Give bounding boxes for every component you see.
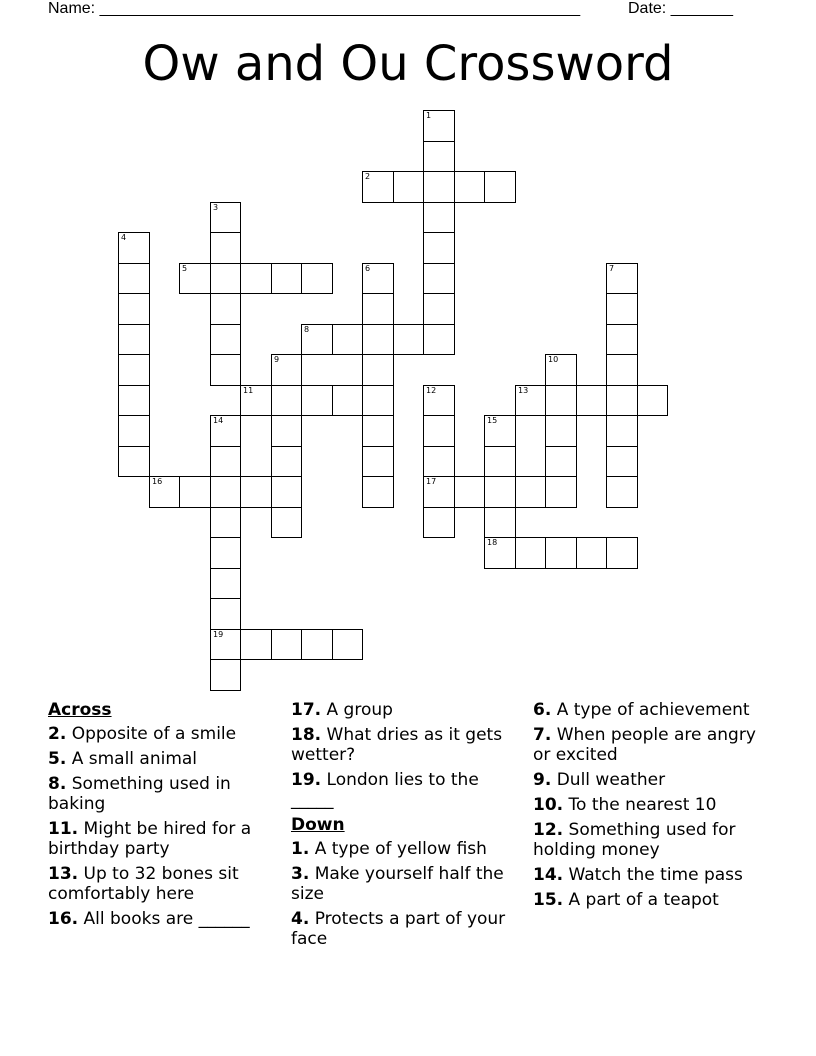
clue-item — [533, 865, 773, 885]
clue-number: 1. — [291, 839, 310, 859]
grid-cell[interactable] — [118, 324, 150, 355]
grid-cell[interactable] — [240, 629, 272, 660]
grid-cell[interactable] — [362, 354, 394, 386]
clue-number: 15. — [533, 890, 564, 910]
clue-number: 3. — [291, 864, 310, 884]
grid-cell[interactable] — [210, 354, 241, 386]
grid-cell[interactable] — [301, 629, 333, 660]
grid-cell[interactable] — [301, 385, 333, 416]
grid-cell[interactable] — [362, 293, 394, 325]
grid-cell[interactable] — [545, 476, 577, 508]
grid-cell-number: 13 — [518, 386, 529, 395]
clue-item — [48, 864, 280, 904]
grid-cell[interactable] — [423, 171, 455, 203]
grid-cell[interactable] — [576, 385, 607, 416]
grid-cell[interactable] — [393, 171, 424, 203]
clue-text: Might be hired for a birthday party — [48, 819, 252, 859]
clue-item — [533, 890, 773, 910]
down-clue-list-continued — [533, 700, 773, 910]
clue-item — [291, 700, 523, 720]
grid-cell-number: 6 — [365, 264, 371, 273]
grid-cell[interactable] — [332, 385, 363, 416]
grid-cell[interactable] — [271, 415, 302, 447]
clue-item — [291, 725, 523, 765]
grid-cell[interactable] — [362, 385, 394, 416]
clue-text: Protects a part of your face — [291, 909, 506, 949]
clue-item — [48, 819, 280, 859]
grid-cell[interactable] — [515, 476, 546, 508]
across-clue-list — [48, 724, 280, 929]
grid-cell[interactable] — [179, 476, 211, 508]
grid-cell-number: 1 — [426, 111, 432, 120]
grid-cell[interactable] — [484, 446, 516, 477]
grid-cell[interactable] — [362, 324, 394, 355]
grid-cell[interactable] — [606, 385, 638, 416]
grid-cell[interactable] — [271, 476, 302, 508]
grid-cell[interactable] — [271, 263, 302, 294]
clue-text: Up to 32 bones sit comfortably here — [48, 864, 239, 904]
grid-cell[interactable] — [301, 263, 333, 294]
clue-item — [291, 864, 523, 904]
clue-item — [48, 774, 280, 814]
grid-cell[interactable] — [210, 415, 241, 447]
grid-cell[interactable] — [332, 324, 363, 355]
grid-cell[interactable] — [454, 171, 485, 203]
grid-cell[interactable] — [210, 507, 241, 538]
clue-text: London lies to the _____ — [291, 770, 479, 810]
clue-item — [291, 770, 523, 810]
grid-cell-number: 16 — [152, 477, 163, 486]
grid-cell[interactable] — [118, 446, 150, 477]
clue-number: 2. — [48, 724, 67, 744]
grid-cell-number: 8 — [304, 325, 310, 334]
grid-cell[interactable] — [454, 476, 485, 508]
clue-text: Make yourself half the size — [291, 864, 504, 904]
clues-column-2 — [291, 700, 523, 954]
page-title: Ow and Ou Crossword — [142, 36, 674, 92]
grid-cell[interactable] — [179, 263, 211, 294]
grid-cell[interactable] — [362, 415, 394, 447]
grid-cell[interactable] — [362, 446, 394, 477]
grid-cell[interactable] — [423, 507, 455, 538]
clue-text: A group — [321, 700, 393, 720]
grid-cell-number: 4 — [121, 233, 127, 242]
clue-item — [533, 820, 773, 860]
grid-cell[interactable] — [118, 385, 150, 416]
grid-cell[interactable] — [484, 476, 516, 508]
grid-cell[interactable] — [271, 385, 302, 416]
grid-cell[interactable] — [423, 385, 455, 416]
grid-cell[interactable] — [423, 202, 455, 233]
grid-cell[interactable] — [606, 476, 638, 508]
clue-number: 13. — [48, 864, 79, 884]
grid-cell[interactable] — [393, 324, 424, 355]
grid-cell[interactable] — [362, 171, 394, 203]
grid-cell[interactable] — [240, 263, 272, 294]
grid-cell[interactable] — [271, 507, 302, 538]
clue-number: 16. — [48, 909, 79, 929]
grid-cell[interactable] — [118, 354, 150, 386]
clue-text: Opposite of a smile — [66, 724, 237, 744]
clue-text: Something used for holding money — [533, 820, 736, 860]
grid-cell[interactable] — [423, 141, 455, 172]
grid-cell[interactable] — [210, 659, 241, 691]
grid-cell-number: 12 — [426, 386, 437, 395]
grid-cell-number: 3 — [213, 203, 219, 212]
grid-cell[interactable] — [210, 232, 241, 264]
grid-cell[interactable] — [240, 476, 272, 508]
grid-cell[interactable] — [606, 537, 638, 569]
grid-cell[interactable] — [606, 324, 638, 355]
grid-cell[interactable] — [423, 232, 455, 264]
name-field[interactable]: Name: ______________________________________________________ — [48, 0, 581, 17]
clue-item — [533, 725, 773, 765]
grid-cell-number: 19 — [213, 630, 224, 639]
grid-cell[interactable] — [271, 446, 302, 477]
clue-text: What dries as it gets wetter? — [291, 725, 503, 765]
grid-cell[interactable] — [576, 537, 607, 569]
grid-cell[interactable] — [515, 385, 546, 416]
grid-cell[interactable] — [118, 415, 150, 447]
clues-column-3 — [533, 700, 773, 915]
grid-cell[interactable] — [545, 354, 577, 386]
grid-cell[interactable] — [271, 354, 302, 386]
clue-text: To the nearest 10 — [563, 795, 717, 815]
grid-cell[interactable] — [332, 629, 363, 660]
grid-cell[interactable] — [423, 324, 455, 355]
grid-cell[interactable] — [515, 537, 546, 569]
clue-item — [48, 909, 280, 929]
clue-text: A small animal — [66, 749, 198, 769]
down-heading: Down — [291, 815, 345, 835]
grid-cell-number: 11 — [243, 386, 254, 395]
clue-item — [291, 909, 523, 949]
grid-cell[interactable] — [423, 415, 455, 447]
clue-item — [291, 839, 523, 859]
grid-cell[interactable] — [301, 324, 333, 355]
clue-text: Watch the time pass — [563, 865, 743, 885]
grid-cell-number: 15 — [487, 416, 498, 425]
clue-item — [48, 749, 280, 769]
clue-number: 18. — [291, 725, 322, 745]
grid-cell[interactable] — [210, 263, 241, 294]
grid-cell[interactable] — [606, 354, 638, 386]
grid-cell[interactable] — [606, 263, 638, 294]
grid-cell[interactable] — [210, 568, 241, 599]
clue-item — [533, 770, 773, 790]
down-clue-list — [291, 839, 523, 949]
clue-number: 17. — [291, 700, 322, 720]
grid-cell[interactable] — [210, 293, 241, 325]
grid-cell[interactable] — [118, 293, 150, 325]
grid-cell[interactable] — [240, 385, 272, 416]
grid-cell[interactable] — [210, 324, 241, 355]
clue-text: A type of yellow fish — [309, 839, 487, 859]
grid-cell[interactable] — [210, 629, 241, 660]
grid-cell-number: 9 — [274, 355, 280, 364]
grid-cell-number: 2 — [365, 172, 371, 181]
grid-cell[interactable] — [210, 476, 241, 508]
grid-cell[interactable] — [606, 293, 638, 325]
grid-cell[interactable] — [637, 385, 668, 416]
clue-number: 11. — [48, 819, 79, 839]
grid-cell-number: 7 — [609, 264, 615, 273]
across-clue-list-continued — [291, 700, 523, 810]
clue-item — [48, 724, 280, 744]
grid-cell[interactable] — [545, 385, 577, 416]
grid-cell[interactable] — [423, 293, 455, 325]
grid-cell[interactable] — [210, 537, 241, 569]
grid-cell[interactable] — [545, 446, 577, 477]
clue-number: 6. — [533, 700, 552, 720]
clue-number: 10. — [533, 795, 564, 815]
grid-cell-number: 10 — [548, 355, 559, 364]
clues-column-1 — [48, 700, 280, 934]
grid-cell[interactable] — [484, 415, 516, 447]
grid-cell[interactable] — [362, 263, 394, 294]
clue-number: 9. — [533, 770, 552, 790]
grid-cell[interactable] — [423, 110, 455, 142]
grid-cell[interactable] — [210, 202, 241, 233]
clue-number: 5. — [48, 749, 67, 769]
clue-item — [533, 700, 773, 720]
grid-cell[interactable] — [271, 629, 302, 660]
clue-number: 7. — [533, 725, 552, 745]
grid-cell[interactable] — [484, 171, 516, 203]
grid-cell[interactable] — [484, 537, 516, 569]
grid-cell[interactable] — [362, 476, 394, 508]
grid-cell[interactable] — [606, 446, 638, 477]
grid-cell-number: 14 — [213, 416, 224, 425]
grid-cell-number: 17 — [426, 477, 437, 486]
grid-cell[interactable] — [210, 598, 241, 630]
clue-text: All books are ______ — [78, 909, 250, 929]
clue-number: 8. — [48, 774, 67, 794]
grid-cell[interactable] — [545, 415, 577, 447]
clue-text: When people are angry or excited — [533, 725, 756, 765]
grid-cell[interactable] — [423, 476, 455, 508]
clue-text: A type of achievement — [551, 700, 750, 720]
across-heading: Across — [48, 700, 112, 720]
grid-cell[interactable] — [149, 476, 180, 508]
clue-number: 12. — [533, 820, 564, 840]
grid-cell[interactable] — [423, 263, 455, 294]
grid-cell[interactable] — [545, 537, 577, 569]
clue-number: 19. — [291, 770, 322, 790]
clue-text: Dull weather — [551, 770, 666, 790]
clue-text: A part of a teapot — [563, 890, 719, 910]
clue-number: 4. — [291, 909, 310, 929]
clue-number: 14. — [533, 865, 564, 885]
grid-cell[interactable] — [484, 507, 516, 538]
clue-item — [533, 795, 773, 815]
grid-cell-number: 18 — [487, 538, 498, 547]
date-field[interactable]: Date: _______ — [628, 0, 733, 17]
header — [0, 0, 816, 20]
grid-cell[interactable] — [423, 446, 455, 477]
grid-cell[interactable] — [210, 446, 241, 477]
grid-cell[interactable] — [606, 415, 638, 447]
grid-cell-number: 5 — [182, 264, 188, 273]
grid-cell[interactable] — [118, 263, 150, 294]
grid-cell[interactable] — [118, 232, 150, 264]
clue-text: Something used in baking — [48, 774, 231, 814]
